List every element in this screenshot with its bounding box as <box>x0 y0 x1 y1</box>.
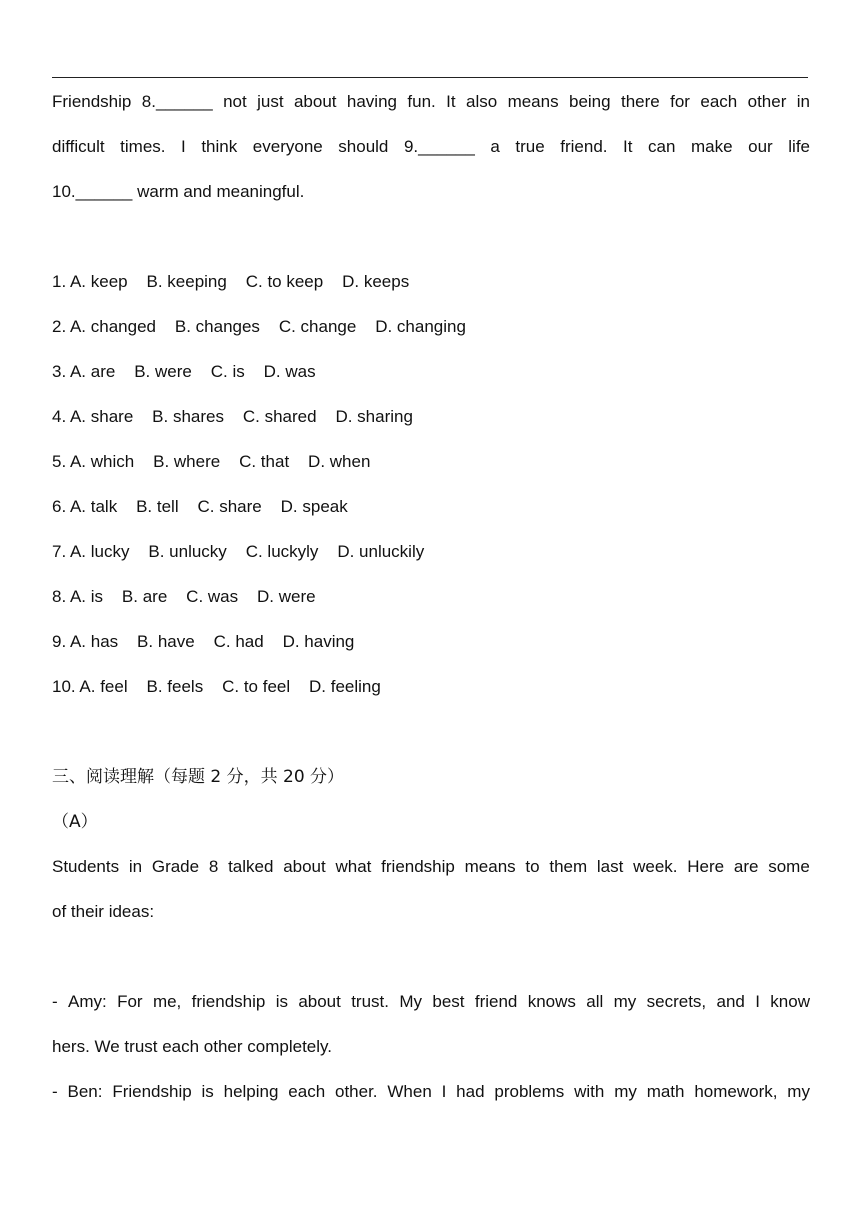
passage-line-2 <box>52 136 810 158</box>
word: not <box>223 92 247 111</box>
word: Grade <box>151 857 200 876</box>
word: Here <box>687 857 725 876</box>
word: trust. <box>351 992 389 1011</box>
word: our <box>748 137 773 156</box>
word: Friendship <box>52 92 132 111</box>
option-row-2: 2. A. changed B. changes C. change D. changing <box>52 317 466 336</box>
word: about <box>283 857 326 876</box>
ben-line-1 <box>52 1081 810 1103</box>
word: Friendship <box>112 1082 192 1101</box>
word: should <box>338 137 389 156</box>
word: I <box>755 992 760 1011</box>
word: Amy: <box>68 992 107 1011</box>
word: It <box>446 92 456 111</box>
word: Ben: <box>67 1082 103 1101</box>
word: Students <box>52 857 120 876</box>
word: is <box>201 1082 214 1101</box>
word: true <box>515 137 545 156</box>
word: It <box>623 137 633 156</box>
word: my <box>613 992 637 1011</box>
option-row-4: 4. A. share B. shares C. shared D. sharing <box>52 407 413 426</box>
word: to <box>525 857 540 876</box>
section-label: （A） <box>52 812 98 832</box>
word: My <box>399 992 423 1011</box>
word: means <box>464 857 516 876</box>
word: other <box>747 92 787 111</box>
word: my <box>614 1082 637 1101</box>
word: in <box>796 92 810 111</box>
word: I <box>441 1082 447 1101</box>
word: some <box>768 857 810 876</box>
word: fun. <box>407 92 436 111</box>
amy-line-1 <box>52 991 810 1013</box>
word: 8 <box>208 857 219 876</box>
header-rule <box>52 77 808 78</box>
word: my <box>787 1082 810 1101</box>
word: knows <box>527 992 576 1011</box>
word: For <box>117 992 143 1011</box>
word: best <box>432 992 465 1011</box>
word: them <box>549 857 588 876</box>
word: means <box>507 92 559 111</box>
word: with <box>574 1082 605 1101</box>
word: think <box>201 137 238 156</box>
word: also <box>465 92 498 111</box>
word: all <box>586 992 604 1011</box>
word: homework, <box>694 1082 778 1101</box>
word: me, <box>152 992 182 1011</box>
word: math <box>646 1082 685 1101</box>
amy-line-2: hers. We trust each other completely. <box>52 1037 332 1056</box>
word: about <box>298 992 341 1011</box>
word: friend. <box>560 137 608 156</box>
word: had <box>456 1082 485 1101</box>
word: about <box>293 92 337 111</box>
option-row-5: 5. A. which B. where C. that D. when <box>52 452 371 471</box>
word: for <box>670 92 690 111</box>
option-row-1: 1. A. keep B. keeping C. to keep D. keeps <box>52 272 410 291</box>
option-row-10: 10. A. feel B. feels C. to feel D. feeling <box>52 677 381 696</box>
option-row-8: 8. A. is B. are C. was D. were <box>52 587 316 606</box>
option-row-7: 7. A. lucky B. unlucky C. luckyly D. unluckily <box>52 542 425 561</box>
word: I <box>181 137 186 156</box>
word: everyone <box>252 137 323 156</box>
intro-line-1 <box>52 856 810 878</box>
word: friendship <box>191 992 266 1011</box>
word: make <box>691 137 733 156</box>
word: what <box>335 857 372 876</box>
passage-line-1 <box>52 91 810 113</box>
passage-line-3: 10.______ warm and meaningful. <box>52 182 305 201</box>
word: having <box>346 92 397 111</box>
intro-line-2: of their ideas: <box>52 902 155 921</box>
word: each <box>288 1082 326 1101</box>
word: times. <box>120 137 166 156</box>
word: talked <box>228 857 274 876</box>
word: 9.______ <box>403 137 475 156</box>
word: a <box>490 137 500 156</box>
word: know <box>770 992 810 1011</box>
section-heading: 三、阅读理解（每题 2 分，共 20 分） <box>52 767 345 787</box>
word: difficult <box>52 137 105 156</box>
option-row-3: 3. A. are B. were C. is D. was <box>52 362 316 381</box>
word: is <box>275 992 288 1011</box>
word: - <box>52 992 58 1011</box>
word: When <box>387 1082 432 1101</box>
word: just <box>257 92 284 111</box>
word: are <box>733 857 759 876</box>
word: week. <box>633 857 678 876</box>
word: friendship <box>381 857 455 876</box>
option-row-6: 6. A. talk B. tell C. share D. speak <box>52 497 348 516</box>
word: life <box>788 137 810 156</box>
word: friend <box>474 992 518 1011</box>
word: being <box>568 92 611 111</box>
word: last <box>596 857 624 876</box>
word: can <box>648 137 676 156</box>
option-row-9: 9. A. has B. have C. had D. having <box>52 632 355 651</box>
word: there <box>620 92 660 111</box>
word: problems <box>494 1082 565 1101</box>
word: helping <box>223 1082 279 1101</box>
word: in <box>128 857 143 876</box>
word: - <box>52 1082 58 1101</box>
word: each <box>700 92 738 111</box>
word: 8.______ <box>141 92 213 111</box>
word: secrets, <box>646 992 707 1011</box>
word: other. <box>334 1082 378 1101</box>
word: and <box>716 992 745 1011</box>
